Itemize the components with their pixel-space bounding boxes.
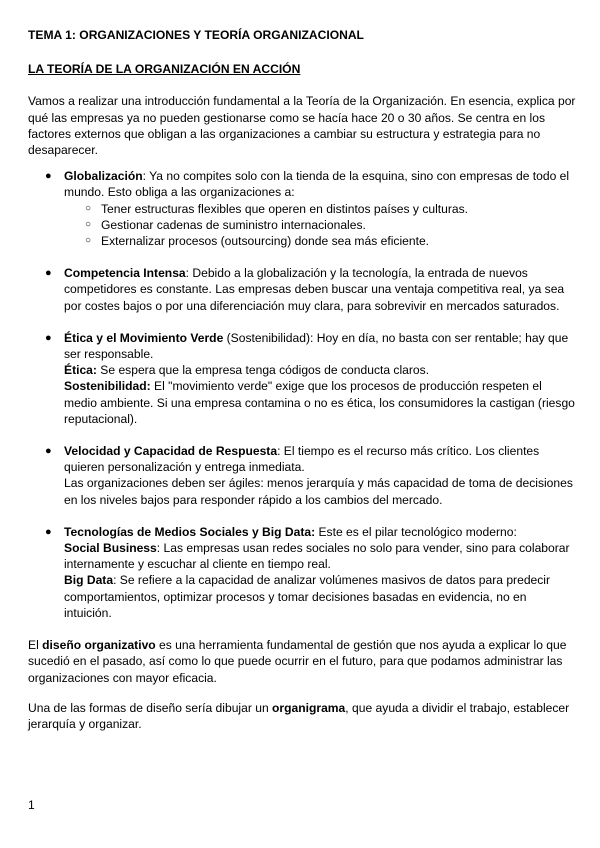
item-text: : Ya no compites solo con la tienda de la esquina, sino con empresas de todo el mundo. Esto obliga a las organizaciones a: [64,169,570,200]
circle-bullet-icon: ○ [85,235,92,247]
circle-bullet-icon: ○ [85,202,92,214]
closing-paragraph-organigrama [28,700,576,732]
closing-paragraph-diseno [28,637,576,686]
page-number: 1 [28,798,35,812]
item-subterm: Ética: [64,363,97,378]
sub-item-text: Tener estructuras flexibles que operen en distintos países y culturas. [101,201,469,216]
item-text: : El tiempo es el recurso más crítico. Los clientes quieren personalización y entrega inmediata. [64,444,540,475]
item-text: Este es el pilar tecnológico moderno: [315,524,517,539]
item-subterm: Sostenibilidad: [64,379,151,394]
item-text: : Debido a la globalización y la tecnología, la entrada de nuevos competidores es constante. Las empresas deben buscar una ventaja competitiva real, ya sea por costes bajos o por una diferenciación muy clara, para sobrevivir en mercados saturados. [64,266,565,313]
sub-list [64,201,576,250]
paragraph-text: El [28,638,43,653]
circle-bullet-icon: ○ [85,218,92,230]
item-subtext: : Se refiere a la capacidad de analizar volúmenes masivos de datos para predecir comportamientos, optimizar procesos y tomar decisiones basadas en evidencia, no en intuición. [64,573,551,620]
sub-item-text: Externalizar procesos (outsourcing) donde sea más eficiente. [101,234,430,249]
paragraph-text: Una de las formas de diseño sería dibujar un [28,700,273,715]
item-term: Velocidad y Capacidad de Respuesta [64,444,278,459]
paragraph-term: organigrama [272,700,346,715]
sub-list-item [84,217,576,233]
intro-paragraph: Vamos a realizar una introducción fundamental a la Teoría de la Organización. En esencia, explica por qué las empresas ya no pueden gestionarse como se hacía hace 20 o 30 años. Se centra en los factores externos que obligan a las organizaciones a cambiar su estructura y estrategia para no desaparecer. [28,94,576,158]
list-item-etica [28,330,576,427]
sub-list-item [84,201,576,217]
item-subterm: Social Business [64,541,157,556]
item-subtext: El "movimiento verde" exige que los procesos de producción respeten el medio ambiente. Si una empresa contamina o no es ética, los consumidores la castigan (riesgo reputacional). [64,379,575,426]
sub-list-item [84,233,576,249]
item-term: Competencia Intensa [64,266,186,281]
item-subtext: Las organizaciones deben ser ágiles: menos jerarquía y más capacidad de toma de decisiones en los niveles bajos para responder rápido a los cambios del mercado. [64,476,573,507]
item-text: (Sostenibilidad): Hoy en día, no basta con ser rentable; hay que ser responsable. [64,330,569,362]
sub-item-text: Gestionar cadenas de suministro internacionales. [101,217,366,232]
bullet-icon: ● [45,331,52,344]
item-subtext: Se espera que la empresa tenga códigos de conducta claros. [96,363,430,378]
paragraph-text: , que ayuda a dividir el trabajo, establecer jerarquía y organizar. [28,700,570,731]
section-heading: LA TEORÍA DE LA ORGANIZACIÓN EN ACCIÓN [28,62,301,77]
item-term: Globalización [64,169,143,184]
list-item-tecnologias [28,524,576,621]
list-item-velocidad [28,443,576,508]
list-item-competencia [28,265,576,314]
bullet-icon: ● [45,267,52,280]
bullet-icon: ● [45,525,52,538]
bullet-icon: ● [45,445,52,458]
factors-list [28,168,576,621]
list-item-globalizacion [28,168,576,249]
bullet-icon: ● [45,170,52,183]
document-page [28,27,576,732]
item-subtext: : Las empresas usan redes sociales no solo para vender, sino para colaborar internamente y escuchar al cliente en tiempo real. [64,541,570,572]
item-subterm: Big Data [64,573,114,588]
item-term: Ética y el Movimiento Verde [64,330,224,345]
paragraph-term: diseño organizativo [42,638,156,653]
paragraph-text: es una herramienta fundamental de gestión que nos ayuda a explicar lo que sucedió en el pasado, así como lo que puede ocurrir en el futuro, para que podamos administrar las organizaciones con mayor eficacia. [28,638,567,685]
document-title: TEMA 1: ORGANIZACIONES Y TEORÍA ORGANIZACIONAL [28,28,364,42]
item-term: Tecnologías de Medios Sociales y Big Data: [64,524,316,539]
